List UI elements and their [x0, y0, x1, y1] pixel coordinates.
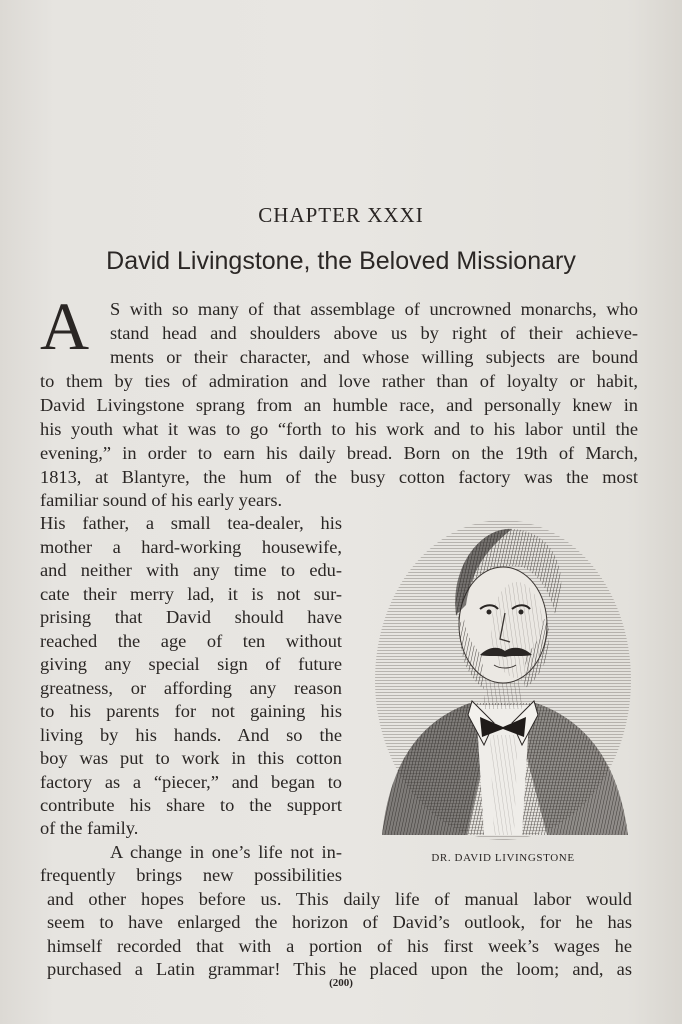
text-line: ments or their character, and whose willing subjects are bound — [110, 347, 638, 367]
text-line: contribute his share to the support — [40, 795, 342, 815]
text-line: stand head and shoulders above us by right of their achieve- — [110, 323, 638, 343]
text-line: mother a hard-working housewife, — [40, 537, 342, 557]
text-line: reached the age of ten without — [40, 631, 342, 651]
text-line: living by his hands. And so the — [40, 725, 342, 745]
portrait-caption: DR. DAVID LIVINGSTONE — [431, 852, 575, 864]
text-line: frequently brings new possibilities — [40, 865, 342, 885]
chapter-heading: CHAPTER XXXI — [258, 203, 424, 227]
text-line: factory as a “piecer,” and began to — [40, 772, 342, 792]
text-line: and other hopes before us. This daily life of manual labor would — [47, 889, 632, 909]
text-line: and neither with any time to edu- — [40, 560, 342, 580]
text-line: familiar sound of his early years. — [40, 490, 283, 510]
text-line: his youth what it was to go “forth to his work and to his labor until the — [40, 419, 638, 439]
text-line: A change in one’s life not in- — [110, 842, 342, 862]
page-number: (200) — [329, 977, 353, 989]
text-line: seem to have enlarged the horizon of David’s outlook, for he has — [47, 912, 632, 932]
text-line: evening,” in order to earn his daily bread. Born on the 19th of March, — [40, 443, 638, 463]
text-line: giving any special sign of future — [40, 654, 342, 674]
text-line: to them by ties of admiration and love rather than of loyalty or habit, — [40, 371, 638, 391]
text-line: prising that David should have — [40, 607, 342, 627]
chapter-title: David Livingstone, the Beloved Missionary — [106, 247, 576, 275]
text-line: to his parents for not gaining his — [40, 701, 342, 721]
text-line: purchased a Latin grammar! This he placed upon the loom; and, as — [47, 959, 632, 979]
text-line: S with so many of that assemblage of uncrowned monarchs, who — [110, 299, 638, 319]
text-line: of the family. — [40, 818, 139, 838]
drop-cap: A — [40, 288, 90, 364]
livingstone-portrait-engraving — [372, 505, 634, 845]
text-line: himself recorded that with a portion of his first week’s wages he — [47, 936, 632, 956]
text-line: cate their merry lad, it is not sur- — [40, 584, 342, 604]
text-line: His father, a small tea-dealer, his — [40, 513, 342, 533]
text-line: greatness, or affording any reason — [40, 678, 342, 698]
text-line: boy was put to work in this cotton — [40, 748, 342, 768]
text-line: 1813, at Blantyre, the hum of the busy cotton factory was the most — [40, 467, 638, 487]
text-line: David Livingstone sprang from an humble race, and personally knew in — [40, 395, 638, 415]
